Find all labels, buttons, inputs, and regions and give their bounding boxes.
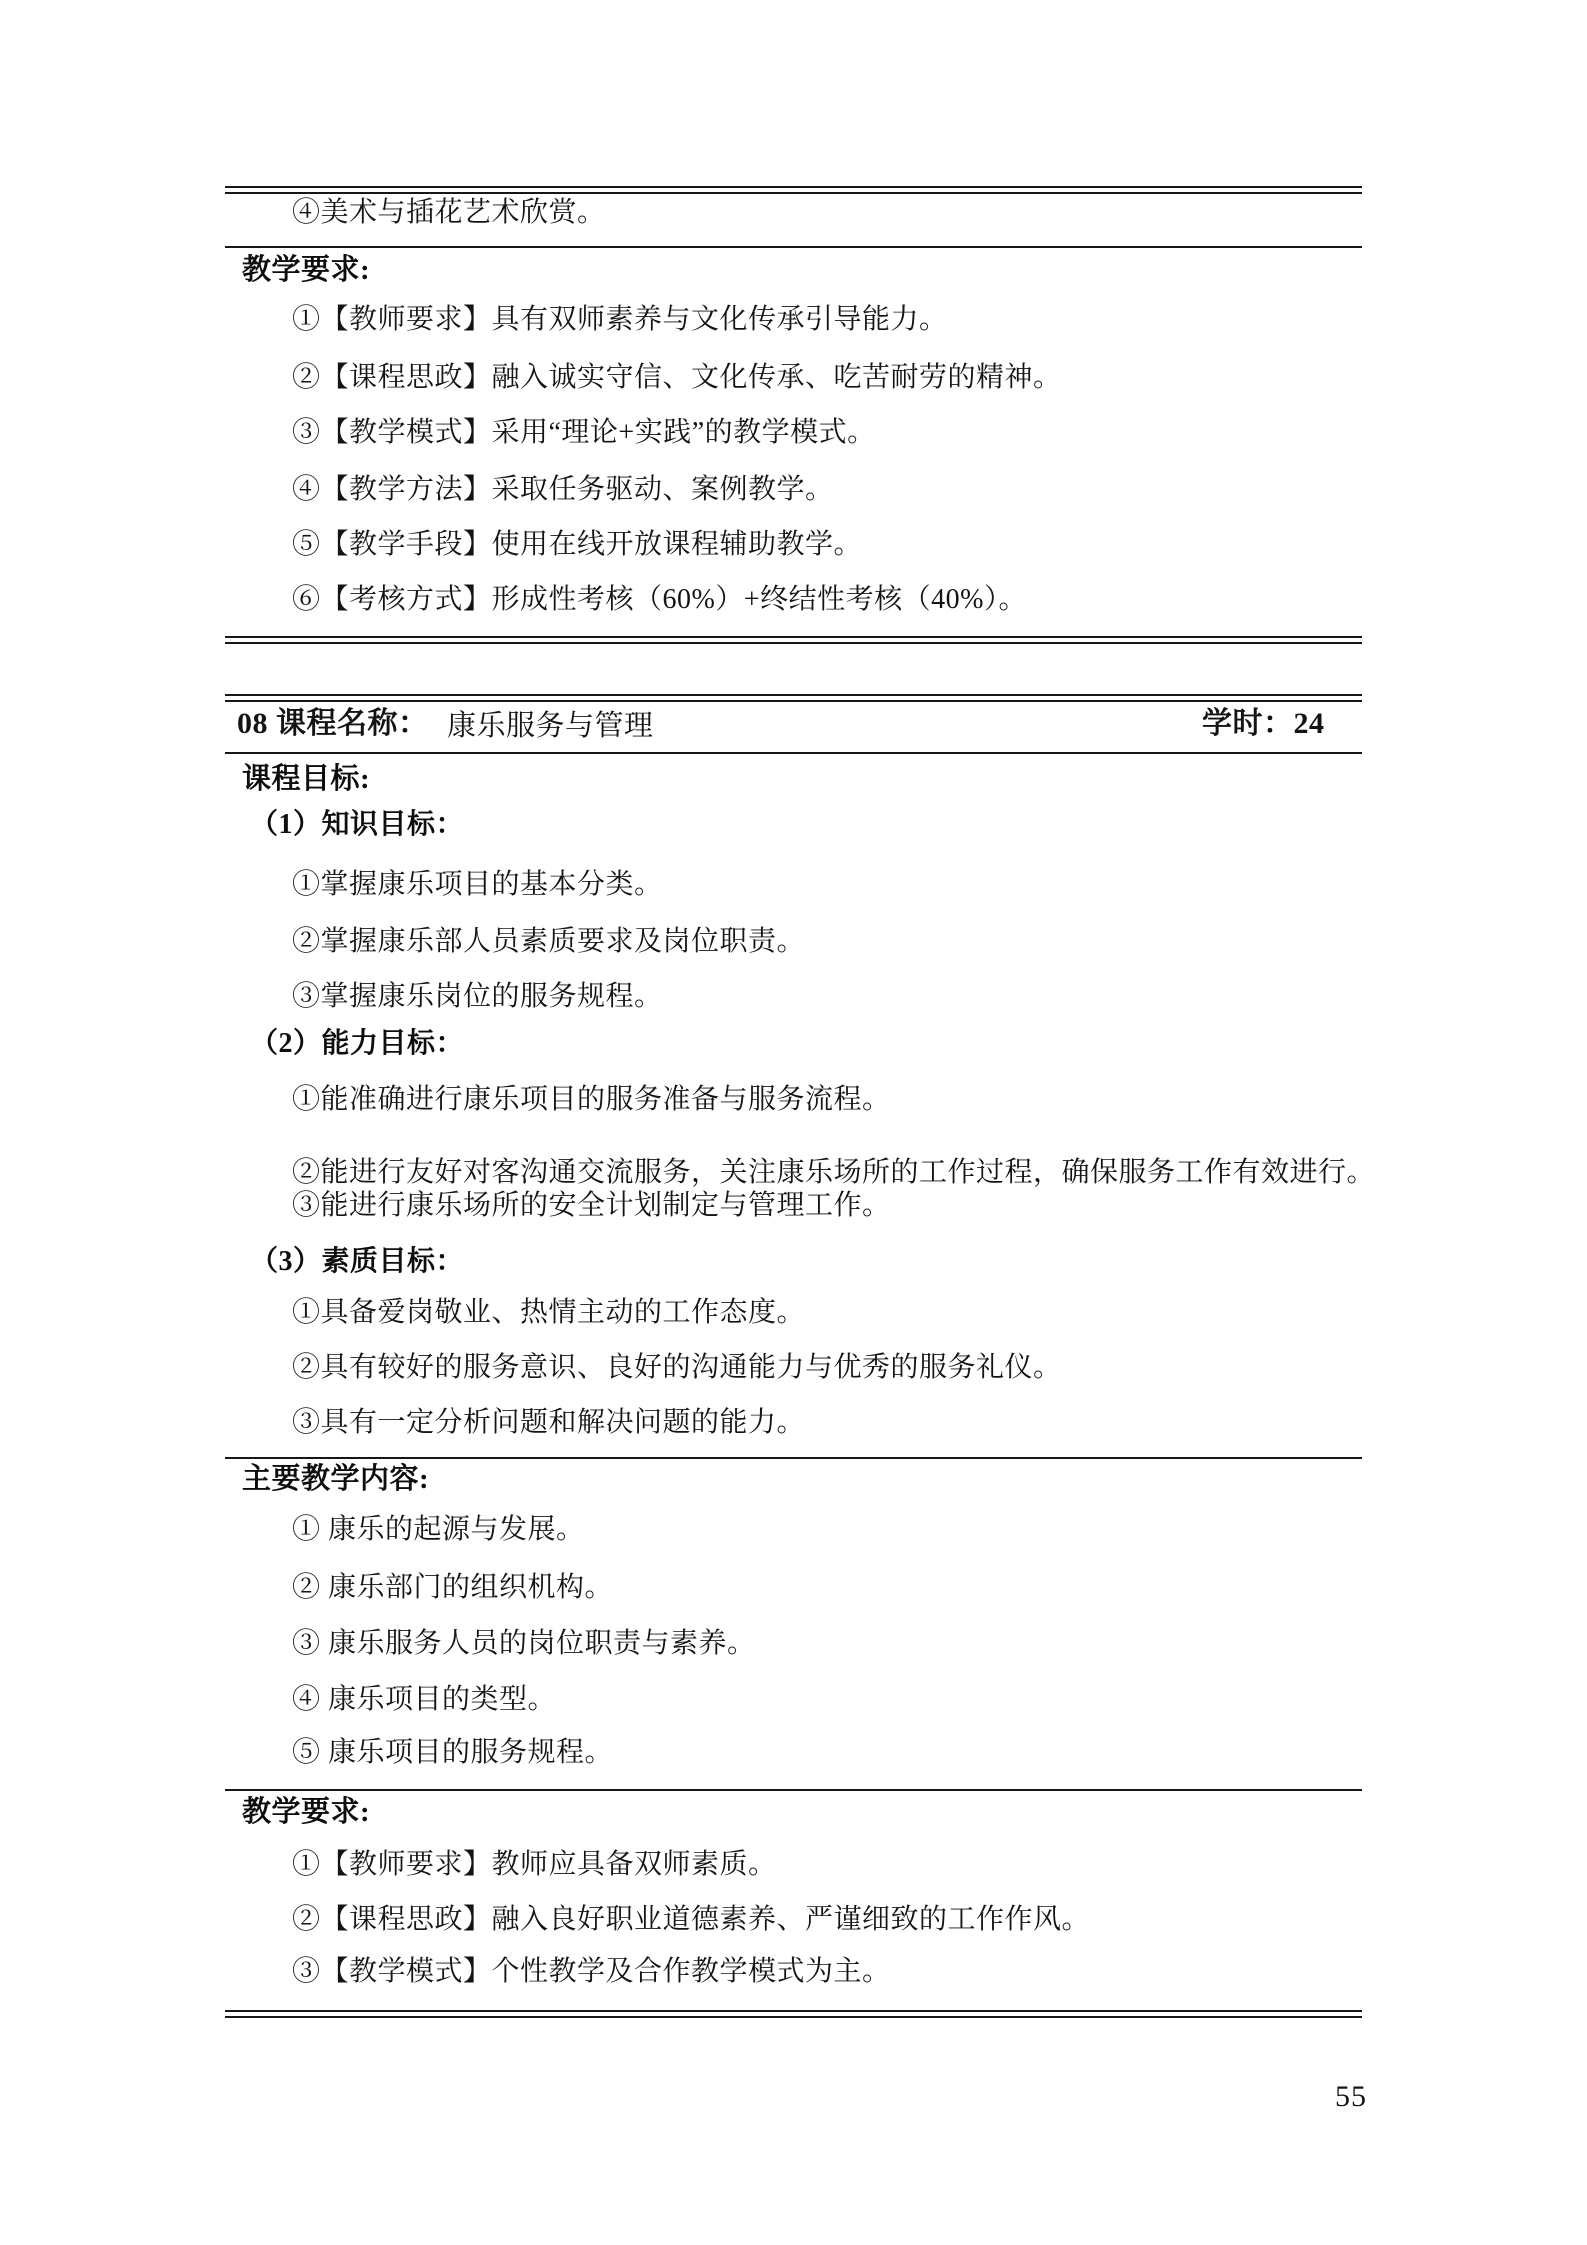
content-item: ⑤ 康乐项目的服务规程。 bbox=[292, 1737, 614, 1768]
course-goals-header: 课程目标: bbox=[242, 763, 371, 795]
goal-group-title: （2）能力目标： bbox=[250, 1028, 465, 1059]
page-number: 55 bbox=[1335, 2080, 1367, 2113]
row-divider bbox=[225, 1457, 1362, 1459]
content-item: ③ 康乐服务人员的岗位职责与素养。 bbox=[292, 1628, 756, 1659]
table-bottom-double-rule bbox=[225, 2010, 1362, 2018]
course-hours: 学时：24 bbox=[1202, 707, 1325, 740]
content-item: ① 康乐的起源与发展。 bbox=[292, 1514, 585, 1545]
goal-item: ③能进行康乐场所的安全计划制定与管理工作。 bbox=[292, 1190, 891, 1221]
requirement-item: ④【教学方法】采取任务驱动、案例教学。 bbox=[292, 474, 834, 505]
table-bottom-double-rule bbox=[225, 636, 1362, 644]
row-divider bbox=[225, 1789, 1362, 1791]
goal-item: ①能准确进行康乐项目的服务准备与服务流程。 bbox=[292, 1084, 891, 1115]
table-top-double-rule bbox=[225, 694, 1362, 702]
table-top-double-rule bbox=[225, 186, 1362, 194]
requirement-item: ①【教师要求】教师应具备双师素质。 bbox=[292, 1849, 777, 1880]
requirement-item: ⑤【教学手段】使用在线开放课程辅助教学。 bbox=[292, 529, 863, 560]
requirement-item: ②【课程思政】融入良好职业道德素养、严谨细致的工作作风。 bbox=[292, 1904, 1091, 1935]
requirement-item: ③【教学模式】采用“理论+实践”的教学模式。 bbox=[292, 417, 876, 448]
content-item: ④ 康乐项目的类型。 bbox=[292, 1684, 557, 1715]
requirement-item: ①【教师要求】具有双师素养与文化传承引导能力。 bbox=[292, 304, 948, 335]
course-name: 康乐服务与管理 bbox=[447, 710, 654, 742]
prev-section-last-content-item: ④美术与插花艺术欣赏。 bbox=[292, 197, 606, 228]
main-teaching-content-header: 主要教学内容: bbox=[242, 1463, 430, 1495]
row-divider bbox=[225, 752, 1362, 754]
goal-item: ②掌握康乐部人员素质要求及岗位职责。 bbox=[292, 926, 806, 957]
requirement-item: ②【课程思政】融入诚实守信、文化传承、吃苦耐劳的精神。 bbox=[292, 362, 1062, 393]
goal-item: ②具有较好的服务意识、良好的沟通能力与优秀的服务礼仪。 bbox=[292, 1352, 1062, 1383]
teaching-requirements-header: 教学要求: bbox=[242, 254, 371, 286]
content-item: ② 康乐部门的组织机构。 bbox=[292, 1572, 614, 1603]
goal-item: ③掌握康乐岗位的服务规程。 bbox=[292, 981, 663, 1012]
goal-item: ①具备爱岗敬业、热情主动的工作态度。 bbox=[292, 1297, 806, 1328]
requirement-item: ⑥【考核方式】形成性考核（60%）+终结性考核（40%）。 bbox=[292, 584, 1027, 615]
goal-item: ③具有一定分析问题和解决问题的能力。 bbox=[292, 1407, 806, 1438]
goal-group-title: （3）素质目标： bbox=[250, 1246, 465, 1277]
goal-group-title: （1）知识目标： bbox=[250, 809, 465, 840]
requirement-item: ③【教学模式】个性教学及合作教学模式为主。 bbox=[292, 1956, 891, 1987]
teaching-requirements-header: 教学要求: bbox=[242, 1796, 371, 1828]
goal-item: ②能进行友好对客沟通交流服务，关注康乐场所的工作过程，确保服务工作有效进行。 bbox=[292, 1157, 1376, 1188]
course-code-label: 08 课程名称： bbox=[237, 707, 429, 740]
goal-item: ①掌握康乐项目的基本分类。 bbox=[292, 869, 663, 900]
row-divider bbox=[225, 246, 1362, 248]
